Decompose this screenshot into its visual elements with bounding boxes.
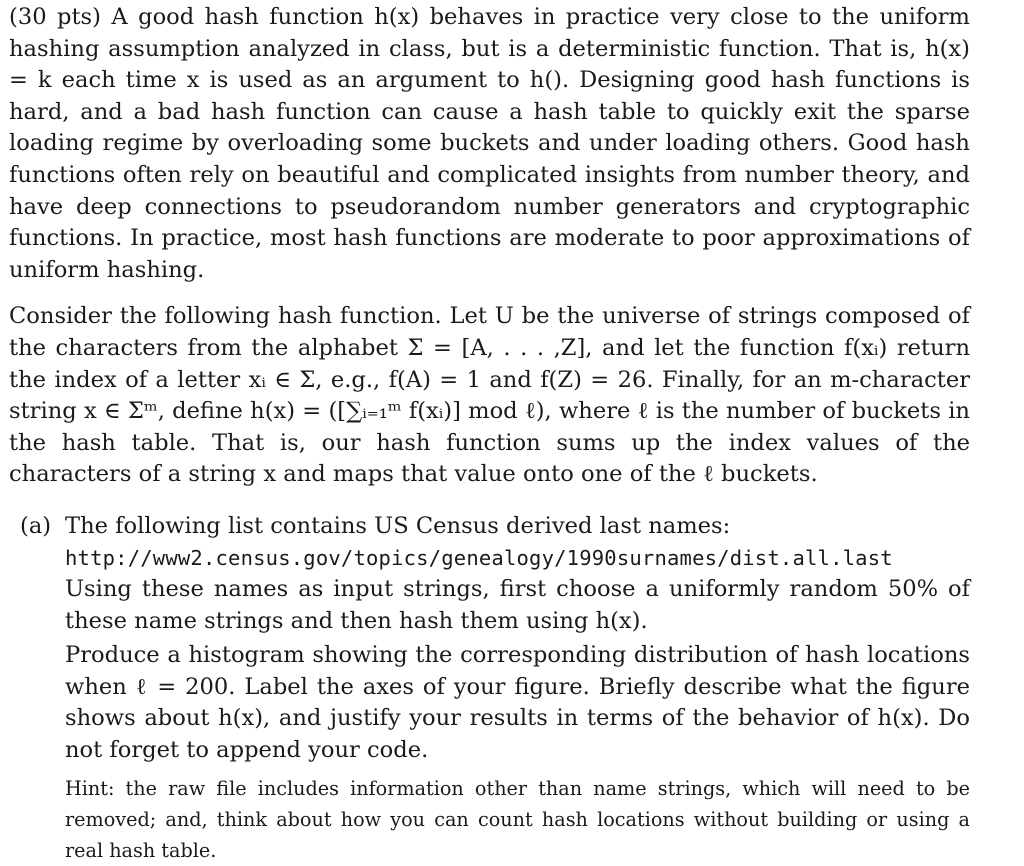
part-a	[9, 511, 970, 866]
definition-paragraph: Consider the following hash function. Let U be the universe of strings composed of the characters from the alphabet Σ = [A, . . . ,Z], and let the function f(xᵢ) return the index of a letter xᵢ ∈ Σ, e.g., f(A) = 1 and f(Z) = 26. Finally, for an m-character string x ∈ Σᵐ, define h(x) = ([∑ᵢ₌₁ᵐ f(xᵢ)] mod ℓ), where ℓ is the number of buckets in the hash table. That is, our hash function sums up the index values of the characters of a string x and maps that value onto one of the ℓ buckets.	[9, 303, 970, 488]
part-a-task: Produce a histogram showing the corresponding distribution of hash locations when ℓ = 200. Label the axes of your figure. Briefly describe what the figure shows about h(x), and justify your results in terms of the behavior of h(x). Do not forget to append your code.	[65, 642, 970, 764]
part-a-intro	[65, 511, 970, 637]
part-a-label: (a)	[20, 512, 52, 539]
part-a-hint: Hint: the raw file includes information other than name strings, which will need to be removed; and, think about how you can count hash locations without building or using a real hash table.	[65, 776, 970, 862]
intro-paragraph: (30 pts) A good hash function h(x) behaves in practice very close to the uniform hashing assumption analyzed in class, but is a deterministic function. That is, h(x) = k each time x is used as an argument to h(). Designing good hash functions is hard, and a bad hash function can cause a hash table to quickly exit the sparse loading regime by overloading some buckets and under loading others. Good hash functions often rely on beautiful and complicated insights from number theory, and have deep connections to pseudorandom number generators and cryptographic functions. In practice, most hash functions are moderate to poor approximations of uniform hashing.	[9, 4, 970, 283]
part-a-line2: Using these names as input strings, first choose a uniformly random 50% of these name strings and then hash them using h(x).	[65, 576, 970, 634]
census-url[interactable]: http://www2.census.gov/topics/genealogy/1990surnames/dist.all.last	[65, 545, 893, 570]
part-a-line1: The following list contains US Census derived last names:	[65, 512, 731, 539]
